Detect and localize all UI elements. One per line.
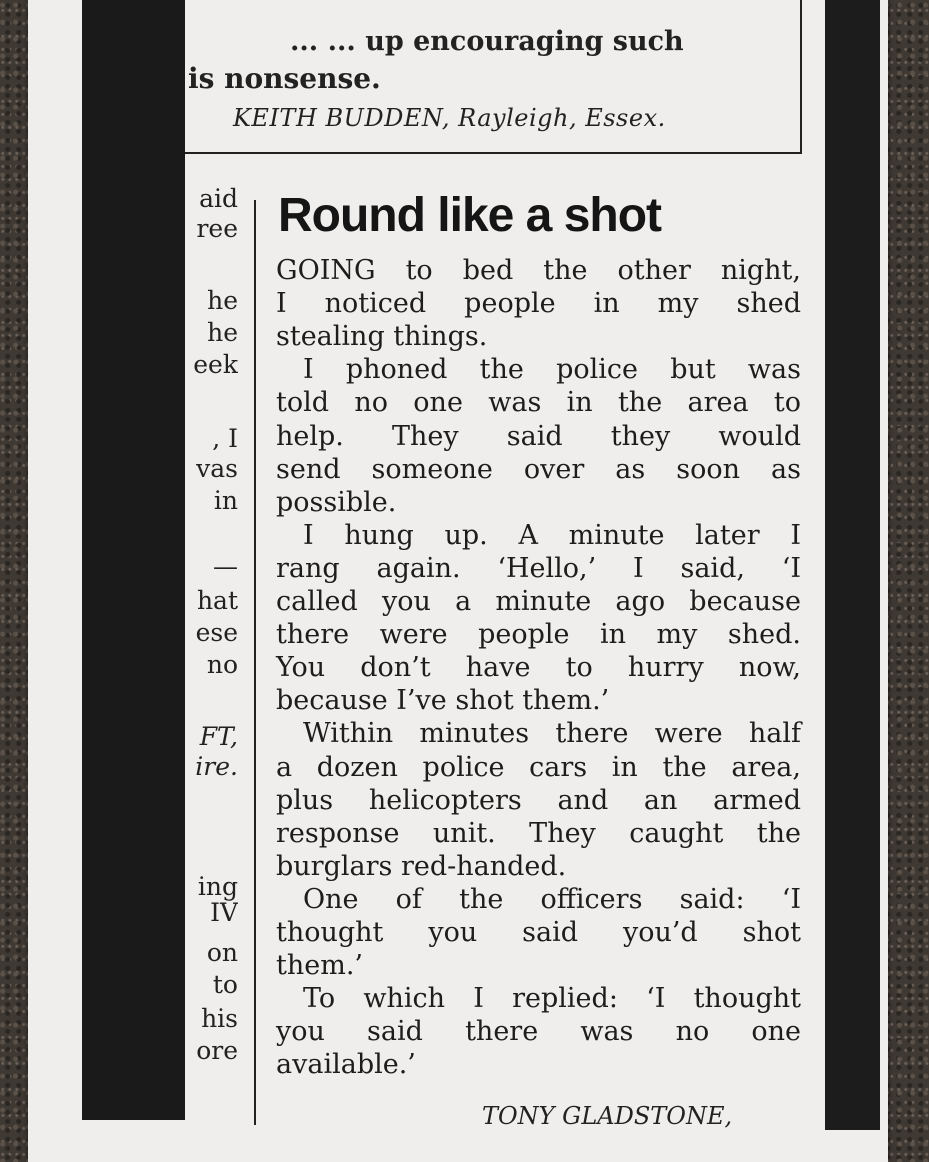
left-fragment: he (207, 318, 238, 347)
article-line: called you a minute ago because (276, 586, 801, 617)
column-rule (254, 200, 256, 1125)
previous-letter-ending: is nonsense. (188, 62, 381, 95)
article-line: To which I replied: ‘I thought (303, 983, 801, 1015)
article-line: you said there was no one (276, 1016, 801, 1048)
article-line: a dozen police cars in the area, (276, 751, 801, 783)
left-fragment: vas (196, 454, 238, 483)
left-fragment: ree (196, 214, 238, 243)
article-line: burglars red-handed. (276, 850, 567, 882)
article-line: send someone over as soon as (276, 453, 801, 485)
article-line: there were people in my shed. (276, 619, 801, 651)
left-fragment: , I (212, 424, 238, 453)
headline: Round like a shot (278, 189, 662, 242)
left-fragment: on (206, 938, 238, 967)
left-fragment: eek (193, 350, 238, 379)
left-fragment: aid (199, 184, 238, 213)
article-line: them.’ (276, 950, 363, 982)
previous-letter-fragment: ... ... up encouraging such (290, 26, 684, 57)
left-fragment: he (207, 286, 238, 315)
article-line: You don’t have to hurry now, (276, 652, 801, 684)
article-line: rang again. ‘Hello,’ I said, ‘I (276, 552, 801, 584)
left-fragment: his (201, 1004, 238, 1033)
article-line: GOING to bed the other night, (276, 255, 801, 286)
left-fragment: ore (196, 1036, 238, 1065)
article-line: Within minutes there were half (303, 718, 801, 750)
left-fragment: in (213, 486, 238, 515)
left-black-strip (82, 0, 185, 1120)
article-line: help. They said they would (276, 420, 801, 452)
article-line: thought you said you’d shot (276, 917, 801, 948)
left-fragment: ese (195, 618, 238, 647)
article-line: told no one was in the area to (276, 387, 801, 419)
article-line: available.’ (276, 1049, 416, 1081)
article-line: stealing things. (276, 321, 488, 353)
left-fragment: ing (197, 872, 238, 901)
left-fragment: FT, (199, 722, 238, 751)
left-fragment: no (206, 650, 238, 679)
article-line: I noticed people in my shed (276, 288, 801, 320)
previous-letter-byline: KEITH BUDDEN, Rayleigh, Essex. (233, 104, 666, 132)
article-line: plus helicopters and an armed (276, 784, 801, 816)
left-fragment: hat (196, 586, 238, 615)
left-fragment: — (213, 552, 238, 581)
article-line: I hung up. A minute later I (303, 519, 801, 551)
right-black-strip (825, 0, 880, 1130)
letter-signature: TONY GLADSTONE, (482, 1102, 733, 1130)
article-line: because I’ve shot them.’ (276, 685, 610, 717)
article-line: response unit. They caught the (276, 817, 801, 849)
left-fragment: IV (210, 898, 238, 927)
article-line: I phoned the police but was (303, 354, 801, 386)
left-fragment: ire. (195, 752, 238, 781)
article-line: possible. (276, 486, 397, 518)
left-fragment: to (212, 970, 238, 999)
article-line: One of the officers said: ‘I (303, 883, 801, 915)
